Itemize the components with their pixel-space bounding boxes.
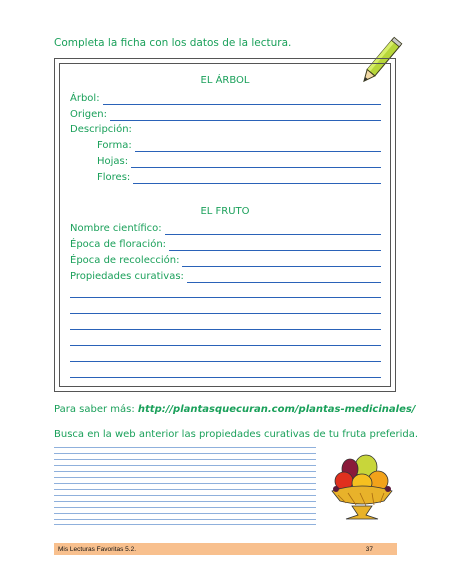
field-flores-line[interactable] xyxy=(133,174,381,184)
footer-bar xyxy=(54,543,397,555)
writing-line[interactable] xyxy=(54,447,316,448)
writing-line[interactable] xyxy=(54,501,316,502)
footer-book-title: Mis Lecturas Favoritas 5.2. xyxy=(58,545,137,553)
task-text: Busca en la web anterior las propiedades curativas de tu fruta preferida. xyxy=(54,429,419,440)
field-hojas[interactable] xyxy=(97,155,381,168)
field-propiedades-label: Propiedades curativas: xyxy=(70,271,184,282)
answer-line[interactable] xyxy=(70,345,381,346)
field-flores[interactable] xyxy=(97,171,381,184)
more-info-prefix: Para saber más: xyxy=(54,404,138,415)
instruction-text: Completa la ficha con los datos de la lectura. xyxy=(54,37,292,49)
field-recoleccion-line[interactable] xyxy=(182,257,381,267)
answer-line[interactable] xyxy=(70,361,381,362)
writing-line[interactable] xyxy=(54,513,316,514)
field-floracion-line[interactable] xyxy=(169,241,381,251)
writing-line[interactable] xyxy=(54,519,316,520)
writing-line[interactable] xyxy=(54,459,316,460)
field-hojas-label: Hojas: xyxy=(97,156,129,167)
writing-line[interactable] xyxy=(54,453,316,454)
field-flores-label: Flores: xyxy=(97,172,131,183)
answer-line[interactable] xyxy=(70,297,381,298)
field-floracion-label: Época de floración: xyxy=(70,239,167,250)
field-descripcion xyxy=(70,123,381,136)
field-forma-line[interactable] xyxy=(135,142,381,152)
section-title-fruit: EL FRUTO xyxy=(200,206,250,217)
answer-line[interactable] xyxy=(70,329,381,330)
writing-line[interactable] xyxy=(54,477,316,478)
writing-line[interactable] xyxy=(54,465,316,466)
more-info-link[interactable]: http://plantasquecuran.com/plantas-medicinales/ xyxy=(137,404,416,415)
writing-line[interactable] xyxy=(54,507,316,508)
writing-area[interactable] xyxy=(54,447,316,524)
footer-page-number: 37 xyxy=(365,545,373,553)
field-nombre-cientifico-line[interactable] xyxy=(165,225,381,235)
more-info xyxy=(54,404,415,415)
writing-line[interactable] xyxy=(54,489,316,490)
field-origen[interactable] xyxy=(70,108,381,121)
writing-line[interactable] xyxy=(54,524,316,525)
field-recoleccion-label: Época de recolección: xyxy=(70,255,180,266)
field-nombre-cientifico-label: Nombre científico: xyxy=(70,223,162,234)
field-forma-label: Forma: xyxy=(97,140,132,151)
fruit-basket-icon xyxy=(322,451,402,523)
answer-line[interactable] xyxy=(70,313,381,314)
field-arbol-line[interactable] xyxy=(103,95,381,105)
field-nombre-cientifico[interactable] xyxy=(70,222,381,235)
writing-line[interactable] xyxy=(54,483,316,484)
field-floracion[interactable] xyxy=(70,238,381,251)
field-hojas-line[interactable] xyxy=(131,158,381,168)
field-arbol[interactable] xyxy=(70,92,381,105)
field-recoleccion[interactable] xyxy=(70,254,381,267)
writing-line[interactable] xyxy=(54,495,316,496)
field-origen-label: Origen: xyxy=(70,109,107,120)
field-descripcion-label: Descripción: xyxy=(70,124,132,135)
field-propiedades[interactable] xyxy=(70,270,381,283)
answer-line[interactable] xyxy=(70,377,381,378)
field-propiedades-line[interactable] xyxy=(187,273,381,283)
writing-line[interactable] xyxy=(54,471,316,472)
field-forma[interactable] xyxy=(97,139,381,152)
section-title-tree: EL ÁRBOL xyxy=(200,75,250,86)
field-origen-line[interactable] xyxy=(110,111,381,121)
field-arbol-label: Árbol: xyxy=(70,93,100,104)
